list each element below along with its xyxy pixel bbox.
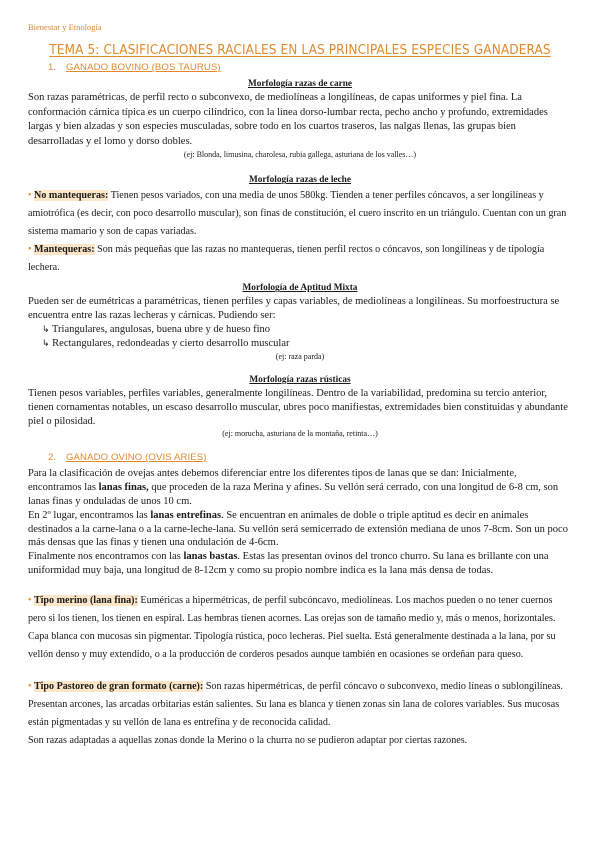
bullet-icon: • (28, 190, 32, 202)
term-lanas-entrefinas: lanas entrefinas (150, 509, 222, 521)
paragraph-closing: Son razas adaptadas a aquellas zonas donde la Merino o la churra no se pudieron adaptar por ciertas razones. (28, 734, 468, 746)
bullet-icon: • (28, 244, 32, 256)
header-note: Bienestar y Etnología (28, 22, 102, 32)
label-no-mantequeras: No mantequeras: (34, 190, 109, 202)
label-tipo-merino: Tipo merino (lana fina): (34, 594, 138, 606)
subheading-rusticas: Morfología razas rústicas (249, 374, 351, 385)
paragraph-tipo-merino (28, 592, 572, 664)
mixta-item-2: ↳ Rectangulares, redondeadas y cierto desarrollo muscular (42, 337, 290, 349)
subheading-mixta: Morfología de Aptitud Mixta (242, 283, 358, 294)
bullet-icon: • (28, 680, 32, 692)
arrow-return-icon: ↳ (42, 324, 50, 335)
subheading-leche: Morfología razas de leche (249, 175, 351, 186)
text-no-mantequeras: Tienen pesos variados, con una media de unos 580kg. Tienden a tener perfiles cóncavos, a ser longilíneas y amiotrófica (es decir, con poco desarrollo muscular), son finas de constitución, el cuero inscrito en un triángulo. Cuentan con un gran sistema mamario y son de capas variadas. (28, 190, 567, 238)
text-tipo-pastoreo: Son razas hipermétricas, de perfil cóncavo o subconvexo, medio líneas o sublongilíneas. Presentan arcones, las arcadas orbitarias están salientes. Su lana es blanca y tienen zonas sin lana de colores variables. Sus mucosas están pigmentadas y su vellón de lana es entrefina y de reconocida calidad. (28, 680, 563, 728)
paragraph-mantequeras (28, 241, 572, 277)
arrow-return-icon: ↳ (42, 338, 50, 349)
paragraph-lanas-bastas: Finalmente nos encontramos con las lanas bastas. Estas las presentan ovinos del tronco churro. Su lana es brillante con una uniformidad muy baja, una longitud de 8-12cm y como su propio nombre indica es la lana más densa de todas. (28, 551, 549, 576)
example-mixta: (ej: raza parda) (275, 351, 325, 361)
section-number: 2. (48, 452, 57, 464)
paragraph-no-mantequeras (28, 187, 572, 241)
bullet-icon: • (28, 594, 32, 606)
example-rusticas: (ej: morucha, asturiana de la montaña, retinta…) (222, 429, 378, 439)
label-tipo-pastoreo: Tipo Pastoreo de gran formato (carne): (34, 680, 204, 692)
subheading-carne: Morfología razas de carne (247, 79, 353, 89)
paragraph-lanas-finas: Para la clasificación de ovejas antes debemos diferenciar entre los diferentes tipos de lanas que se dan: Inicialmente, encontramos las lanas finas, que proceden de la raza Merina y afines. Su vellón será cerrado, con una longitud de 6-8 cm, son lanas finas y onduladas de unos 10 cm. (28, 468, 559, 507)
mixta-item-1: ↳ Triangulares, angulosas, buena ubre y de hueso fino (42, 323, 271, 335)
paragraph-lanas-entrefinas: En 2º lugar, encontramos las lanas entrefinas. Se encuentran en animales de doble o triple aptitud es decir en animales destinados a la carne-lana o a la carne-leche-lana. Su vellón será semicerrado de extensión mediana de unos 7-8cm. Son un poco más densas que las finas y tienen una ondulación de 4-6cm. (28, 509, 568, 549)
section-number: 1. (48, 62, 57, 73)
term-lanas-finas: lanas finas, (98, 482, 149, 494)
section-heading-bovino (48, 62, 572, 73)
page-title: TEMA 5: CLASIFICACIONES RACIALES EN LAS PRINCIPALES ESPECIES GANADERAS (49, 42, 551, 58)
term-lanas-bastas: lanas bastas (183, 551, 238, 563)
paragraph-tipo-pastoreo (28, 678, 572, 732)
example-carne: (ej: Blonda, limusina, charolesa, rubia gallega, asturiana de los valles…) (183, 150, 417, 160)
paragraph-mixta: Pueden ser de eumétricas a paramétricas, tienen perfiles y capas variables, de mediolíneas a longilíneas. Su morfoestructura se encuentra entre las razas lecheras y cárnicas. Pudiendo ser: (28, 296, 560, 322)
paragraph-carne: Son razas paramétricas, de perfil recto o subconvexo, de mediolíneas a longilíneas, de capas uniformes y piel fina. La conformación cárnica típica es un cuerpo cilíndrico, con la línea dorso-lumbar recta, pecho ancho y profundo, extremidades largas y bien alzadas y son especies musculadas, sobre todo en los cuartos traseros, las nalgas llenas, las grupas bien desarrolladas y el lomo y dorso dobles. (28, 92, 548, 147)
text-tipo-merino: Euméricas a hipermétricas, de perfil subcóncavo, mediolíneas. Los machos pueden o no tener cuernos pero si los tienen, los tienen en espiral. Las hembras tienen acornes. Las orejas son de tamaño medio y, más o menos, horizontales. Capa blanca con mucosas sin pigmentar. Tipología rústica, poco lecheras. Piel suelta. Está generalmente destinada a la lana, por su vellón denso y muy extendido, o a la producción de corderos pesados aunque también en ocasiones se ordeñan para queso. (28, 594, 556, 660)
section-heading-ovino (48, 452, 572, 463)
section-label: GANADO BOVINO (BOS TAURUS) (66, 62, 221, 73)
text-mantequeras: Son más pequeñas que las razas no mantequeras, tienen perfil rectos o cóncavos, son longilíneas y de tipología lechera. (28, 244, 545, 274)
label-mantequeras: Mantequeras: (34, 244, 95, 256)
paragraph-rusticas: Tienen pesos variables, perfiles variables, generalmente longilíneas. Dentro de la variabilidad, predomina su tercio anterior, tienen cornamentas notables, un escaso desarrollo muscular, ubres poco manifiestas, extremidades bien constituidas y abundante piel o pilosidad. (28, 387, 568, 427)
section-label: GANADO OVINO (OVIS ARIES) (66, 452, 207, 464)
